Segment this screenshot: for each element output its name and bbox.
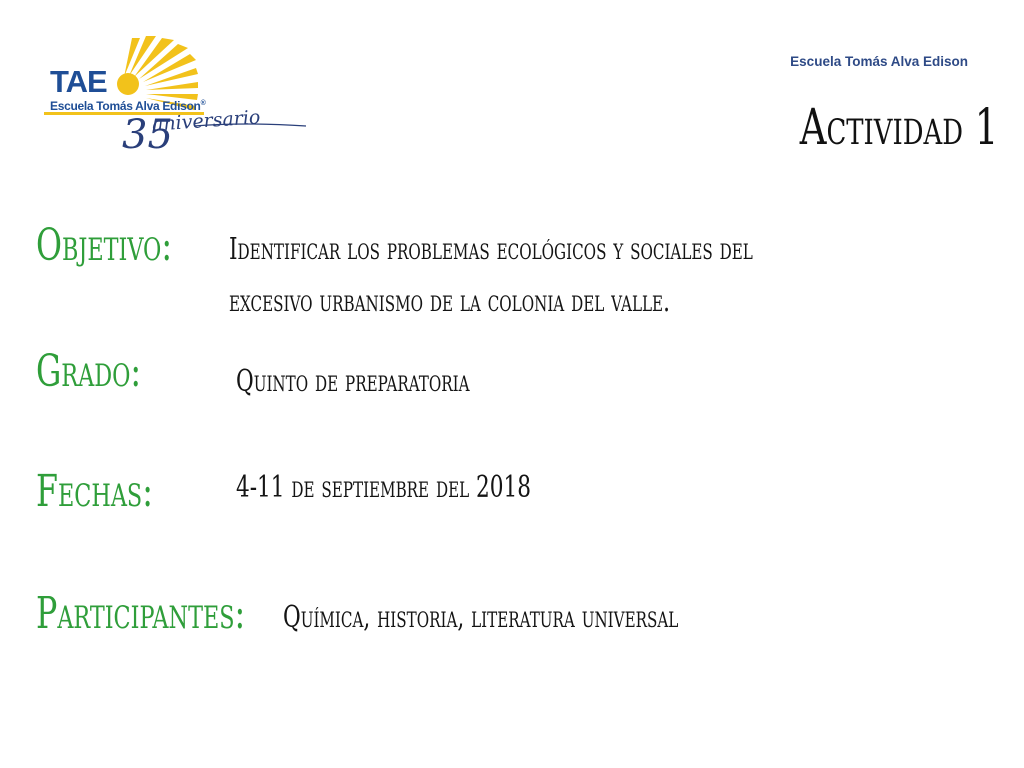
page-title: Actividad 1 xyxy=(799,98,998,156)
grado-value: Quinto de preparatoria xyxy=(236,364,470,399)
anniversary-number: 35 xyxy=(122,112,173,158)
logo-abbreviation: TAE xyxy=(50,64,107,99)
grado-label: Grado: xyxy=(36,346,142,397)
registered-mark: ® xyxy=(200,100,206,107)
objetivo-line-2: excesivo urbanismo de la colonia del valle. xyxy=(229,284,670,319)
logo-school-name: Escuela Tomás Alva Edison® xyxy=(50,99,206,113)
objetivo-line-1: Identificar los problemas ecológicos y sociales del xyxy=(229,232,753,267)
participantes-label: Participantes: xyxy=(36,588,246,639)
header-school-name: Escuela Tomás Alva Edison xyxy=(790,54,968,69)
fechas-value: 4-11 de septiembre del 2018 xyxy=(236,470,532,505)
fechas-label: Fechas: xyxy=(36,466,153,517)
school-logo xyxy=(44,30,314,170)
objetivo-label: Objetivo: xyxy=(36,220,173,271)
participantes-value: Química, historia, literatura universal xyxy=(283,600,679,635)
anniversary-text: aniversario xyxy=(151,106,262,136)
